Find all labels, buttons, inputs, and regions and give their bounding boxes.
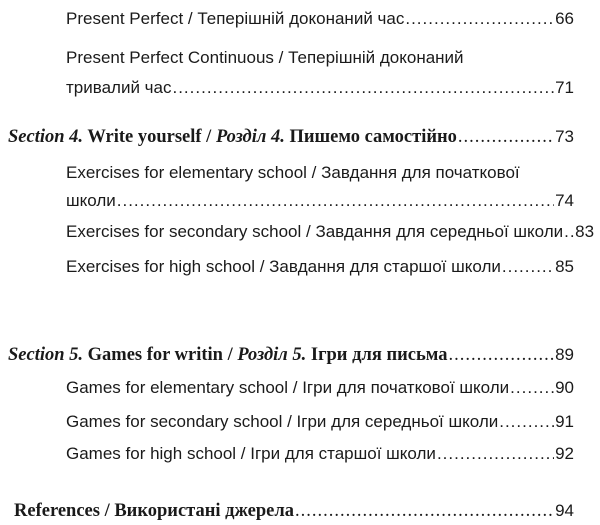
toc-entry-title-line2: школи	[66, 191, 116, 210]
toc-page-number: 90	[555, 378, 574, 397]
toc-entry-title: Games for elementary school / Ігри для початкової школи	[66, 378, 510, 397]
toc-page-number: 66	[555, 9, 574, 28]
section-title-ua: Пишемо самостійно	[284, 127, 457, 147]
section-title-ua: Ігри для письма	[306, 345, 448, 365]
section-label-en: Section 5.	[8, 345, 84, 365]
toc-entry-references	[14, 498, 574, 524]
section-label-ua: Розділ 4.	[215, 127, 285, 147]
leader-dots	[502, 254, 554, 280]
leader-dots	[510, 375, 554, 401]
toc-entry-title: Exercises for high school / Завдання для старшої школи	[66, 257, 501, 276]
toc-page-number: 91	[555, 412, 574, 431]
section-title-en: Games for writin /	[83, 345, 238, 365]
toc-page-number: 85	[555, 257, 574, 276]
toc-entry-section-5	[8, 342, 574, 368]
toc-entry-exercises-elementary	[66, 160, 574, 214]
toc-entry-title-line1: Exercises for elementary school / Завдання для початкової	[66, 163, 520, 182]
leader-dots	[564, 219, 574, 245]
toc-entry-games-elementary	[66, 375, 574, 401]
toc-page-number: 92	[555, 444, 574, 463]
leader-dots	[172, 75, 554, 101]
toc-entry-games-secondary	[66, 409, 574, 435]
leader-dots	[295, 498, 554, 524]
leader-dots	[405, 6, 554, 32]
toc-entry-present-perfect-continuous	[66, 45, 574, 101]
toc-entry-title: Games for high school / Ігри для старшої школи	[66, 444, 436, 463]
toc-entry-title: Present Perfect / Теперішній доконаний час	[66, 9, 405, 28]
toc-page-number: 83	[575, 222, 595, 241]
leader-dots	[499, 409, 554, 435]
section-label-en: Section 4.	[8, 127, 84, 147]
toc-entry-present-perfect	[66, 6, 574, 32]
toc-entry-title: Games for secondary school / Ігри для середньої школи	[66, 412, 499, 431]
toc-entry-exercises-secondary	[66, 219, 595, 245]
toc-page-number: 94	[555, 501, 574, 520]
section-title-en: Write yourself /	[83, 127, 216, 147]
toc-section-title	[8, 124, 457, 150]
leader-dots	[437, 441, 554, 467]
toc-page-number: 74	[555, 191, 574, 210]
toc-page-number: 89	[555, 345, 574, 364]
toc-entry-section-4	[8, 124, 574, 150]
toc-entry-title-line1: Present Perfect Continuous / Теперішній доконаний	[66, 48, 464, 67]
toc-entry-title-line2: тривалий час	[66, 78, 172, 97]
toc-page-number: 71	[555, 78, 574, 97]
leader-dots	[449, 342, 555, 368]
toc-entry-title: References / Використані джерела	[14, 501, 295, 521]
leader-dots	[458, 124, 554, 150]
toc-section-title	[8, 342, 448, 368]
toc-entry-games-high	[66, 441, 574, 467]
section-label-ua: Розділ 5.	[237, 345, 307, 365]
toc-page-number: 73	[555, 127, 574, 146]
toc-entry-title: Exercises for secondary school / Завдання для середньої школи	[66, 222, 564, 241]
toc-entry-exercises-high	[66, 254, 574, 280]
leader-dots	[117, 188, 554, 214]
